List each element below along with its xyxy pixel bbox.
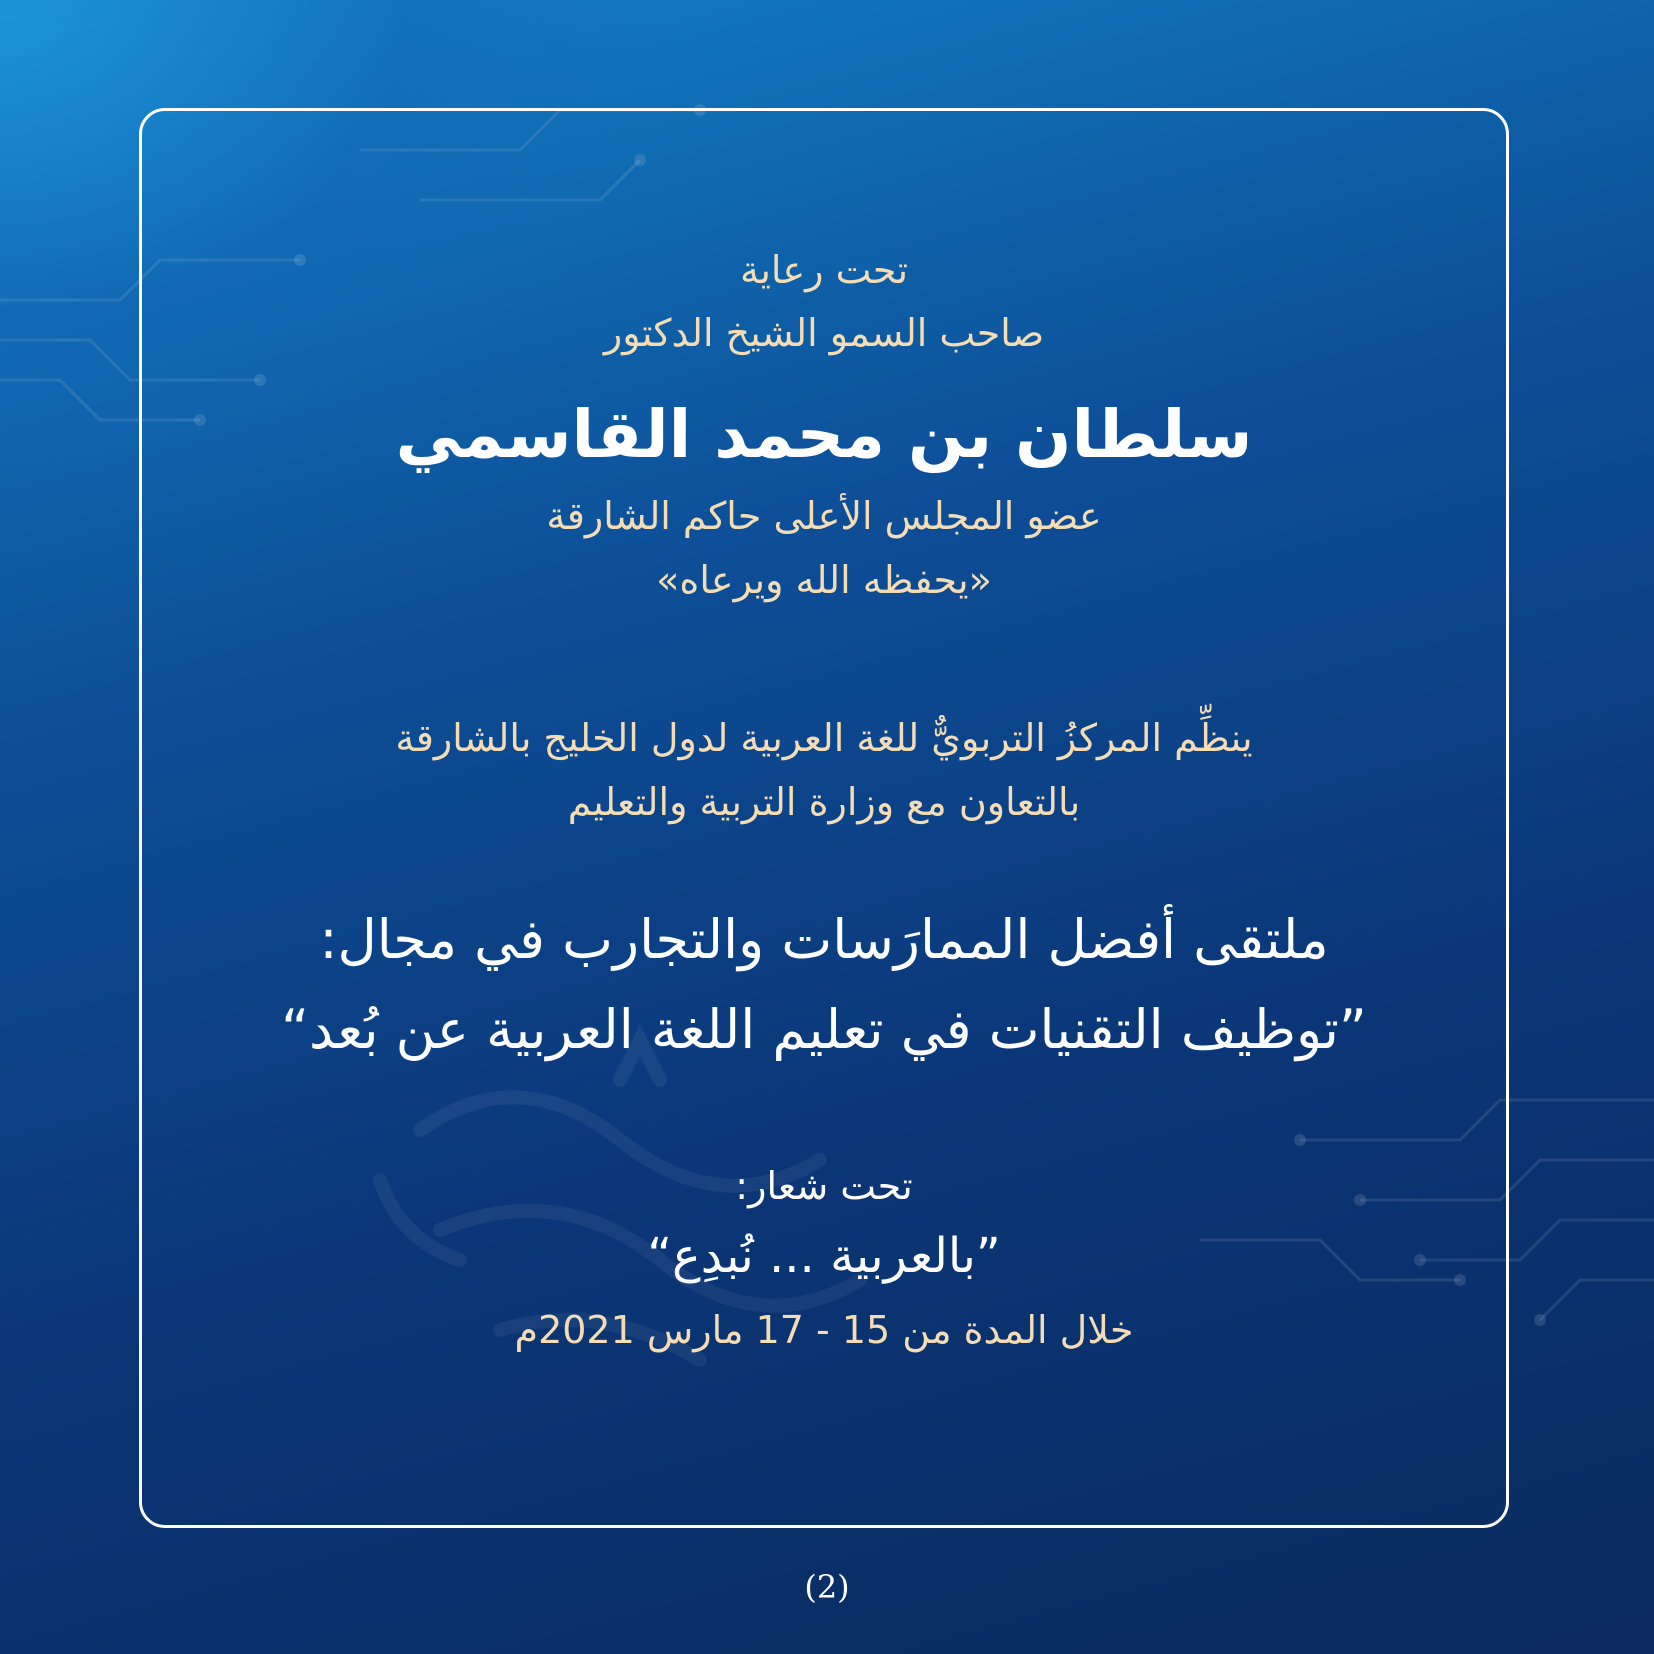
slogan-label: تحت شعار: [735,1164,913,1208]
his-highness-title: صاحب السمو الشيخ الدكتور [603,311,1045,355]
blessing-text: «يحفظه الله ويرعاه» [656,558,992,602]
under-patronage-text: تحت رعاية [739,248,909,292]
page-number: (2) [804,1568,850,1606]
forum-title: ملتقى أفضل الممارَسات والتجارب في مجال: [319,908,1329,971]
slogan-text: ”بالعربية ... نُبدِع“ [647,1228,1001,1284]
patron-name: سلطان بن محمد القاسمي [395,396,1253,473]
organizer-line: ينظِّم المركزُ التربويٌّ للغة العربية لدول الخليج بالشارقة [395,716,1253,760]
patron-position: عضو المجلس الأعلى حاكم الشارقة [546,494,1102,538]
forum-subtitle: ”توظيف التقنيات في تعليم اللغة العربية عن بُعد“ [281,998,1367,1061]
invitation-content [139,108,1509,1528]
event-dates: خلال المدة من 15 - 17 مارس 2021م [514,1308,1134,1352]
cooperation-line: بالتعاون مع وزارة التربية والتعليم [567,780,1081,824]
